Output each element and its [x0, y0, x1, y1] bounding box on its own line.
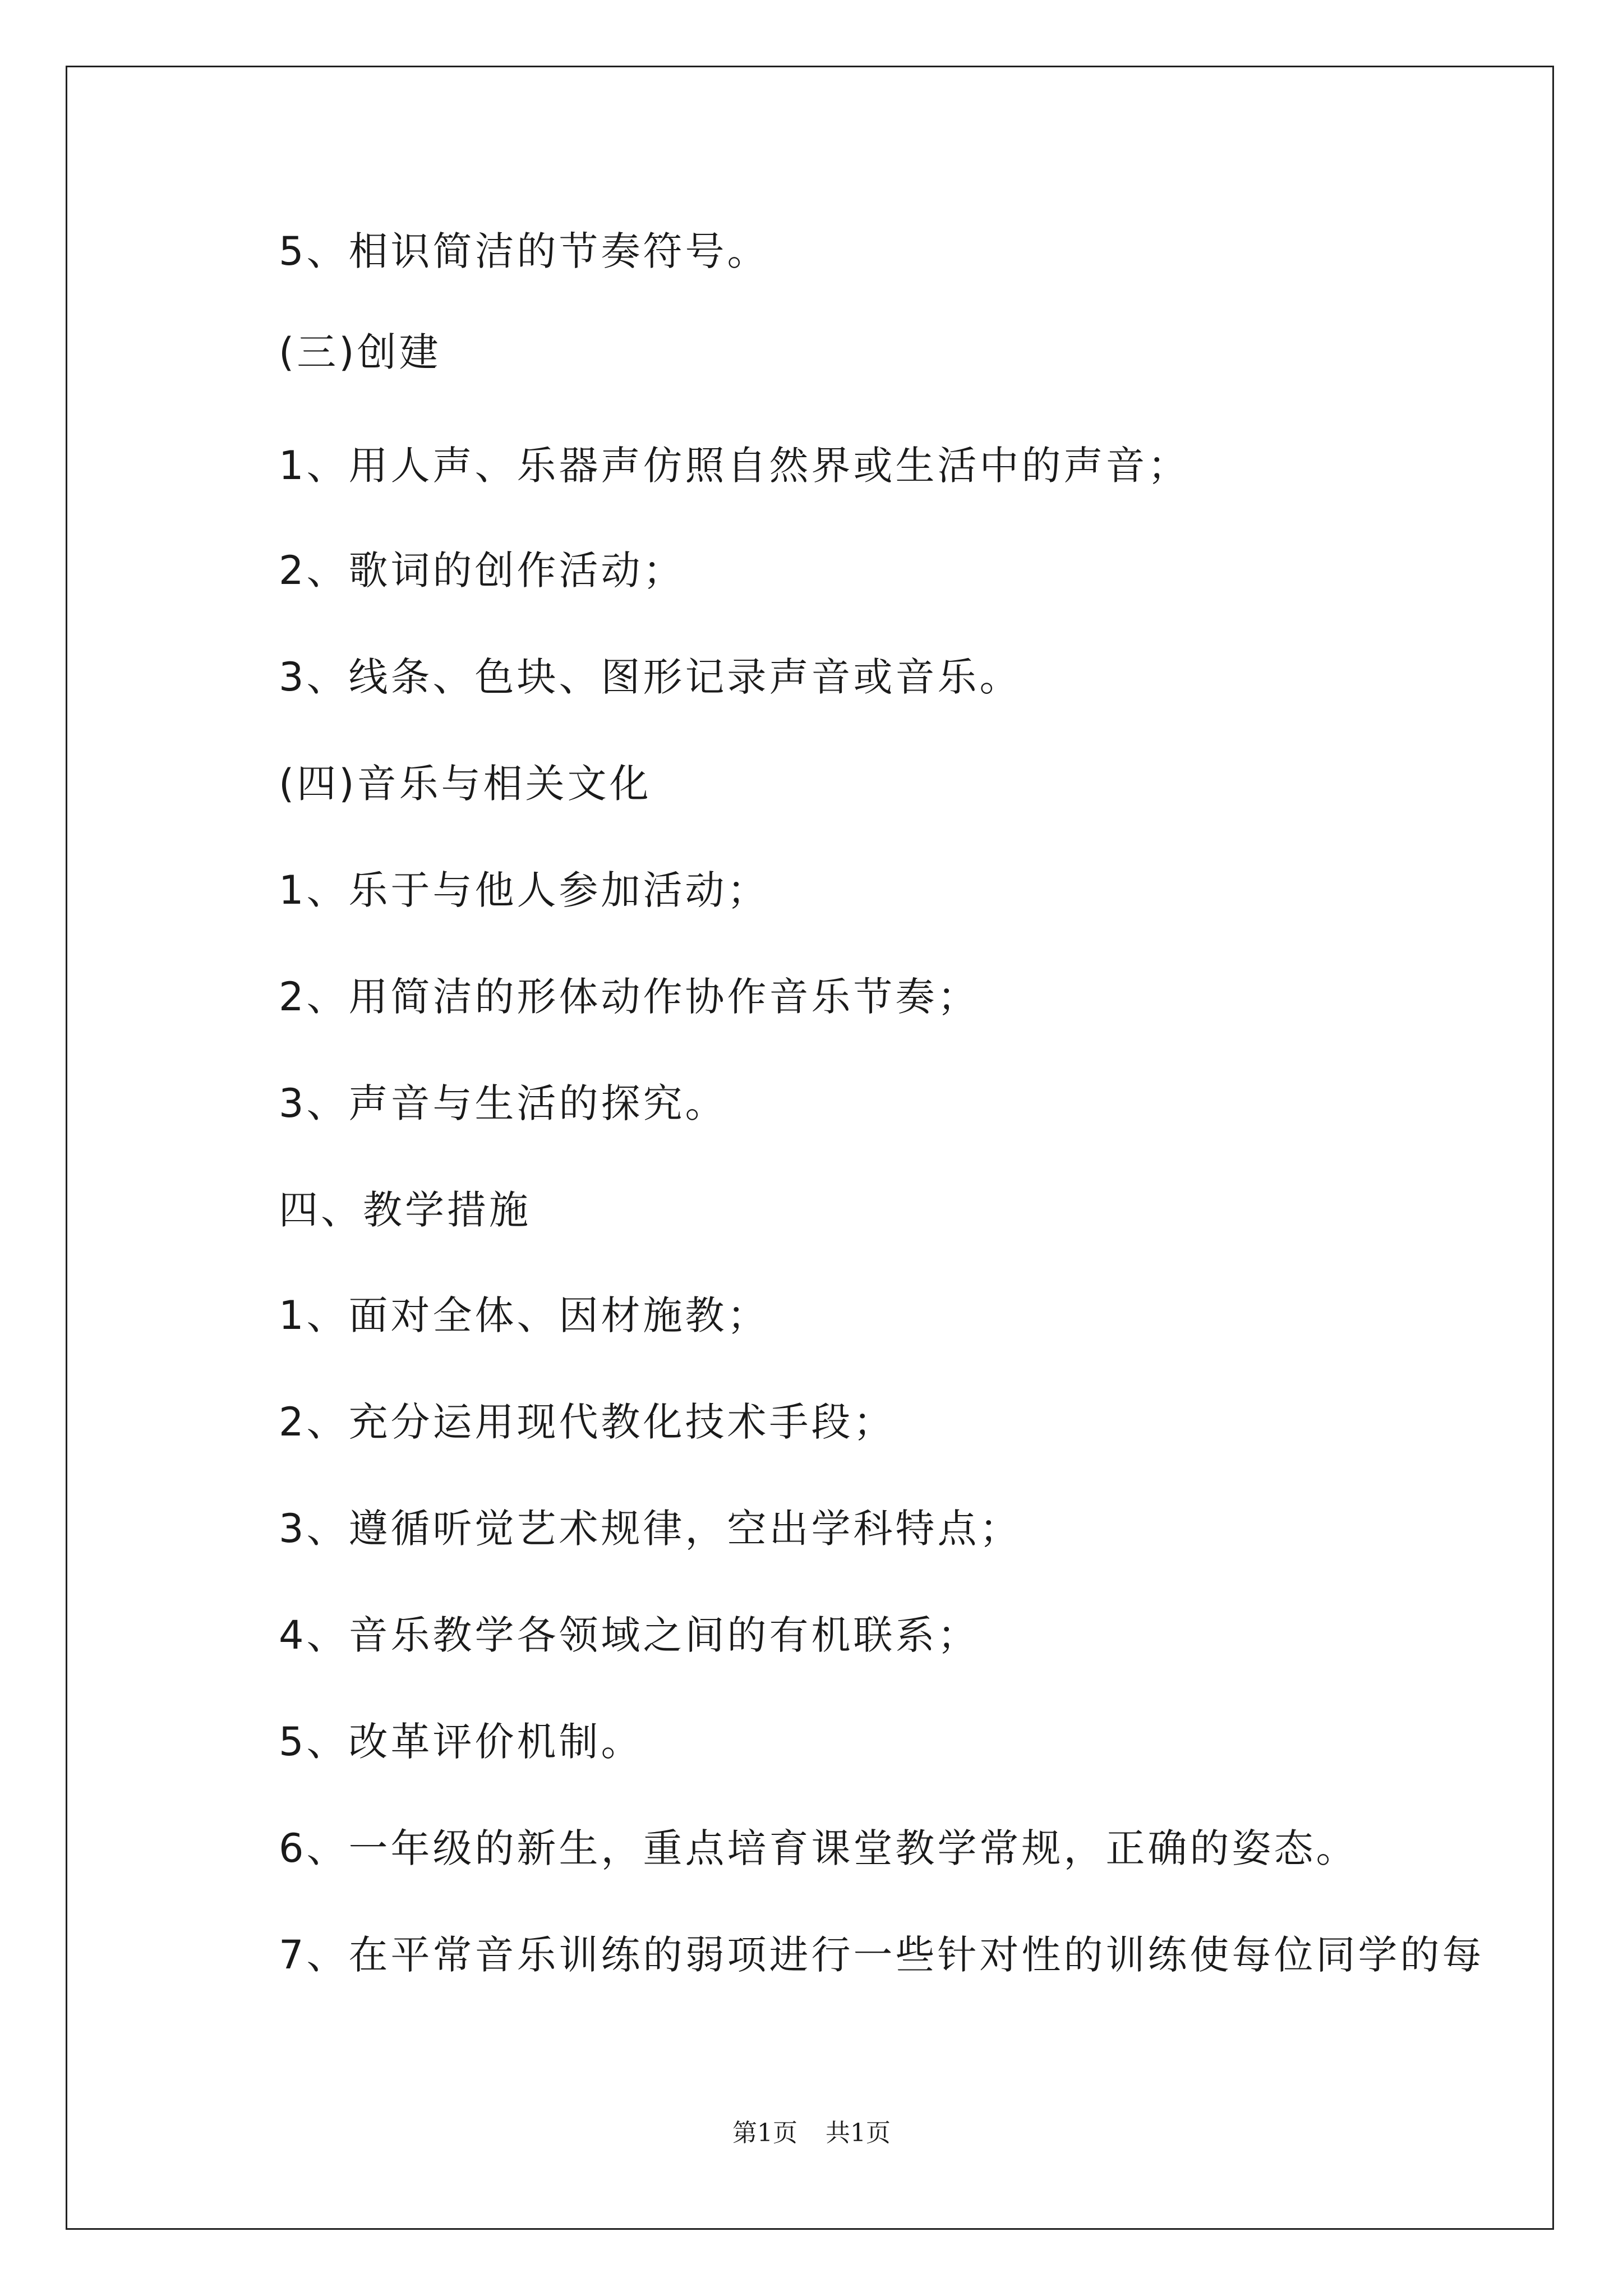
section-heading: 四、教学措施 [279, 1187, 531, 1233]
text-line: 1、乐于与他人参加活动； [279, 867, 769, 913]
text-line: 1、面对全体、因材施教； [279, 1292, 769, 1338]
text-line: 5、改革评价机制。 [279, 1719, 643, 1765]
text-line: 2、充分运用现代教化技术手段； [279, 1399, 896, 1445]
section-heading: (三)创建 [279, 329, 441, 375]
page-border [66, 66, 1554, 2230]
text-line: 2、用简洁的形体动作协作音乐节奏； [279, 974, 980, 1020]
text-line: 1、用人声、乐器声仿照自然界或生活中的声音； [279, 443, 1190, 489]
text-line: 2、歌词的创作活动； [279, 547, 685, 593]
text-line: 3、遵循听觉艺术规律，空出学科特点； [279, 1506, 1022, 1552]
text-line: 5、相识简洁的节奏符号。 [279, 228, 769, 274]
text-line: 3、声音与生活的探究。 [279, 1080, 727, 1126]
text-line: 3、线条、色块、图形记录声音或音乐。 [279, 654, 1022, 700]
text-line: 6、一年级的新生，重点培育课堂教学常规，正确的姿态。 [279, 1825, 1358, 1871]
page-footer [0, 2118, 1623, 2149]
section-heading: (四)音乐与相关文化 [279, 761, 652, 807]
text-line: 7、在平常音乐训练的弱项进行一些针对性的训练使每位同学的每 [279, 1932, 1484, 1978]
page-total: 共1页 [826, 2119, 891, 2147]
text-line: 4、音乐教学各领域之间的有机联系； [279, 1612, 980, 1658]
page-number: 第1页 [732, 2119, 797, 2147]
